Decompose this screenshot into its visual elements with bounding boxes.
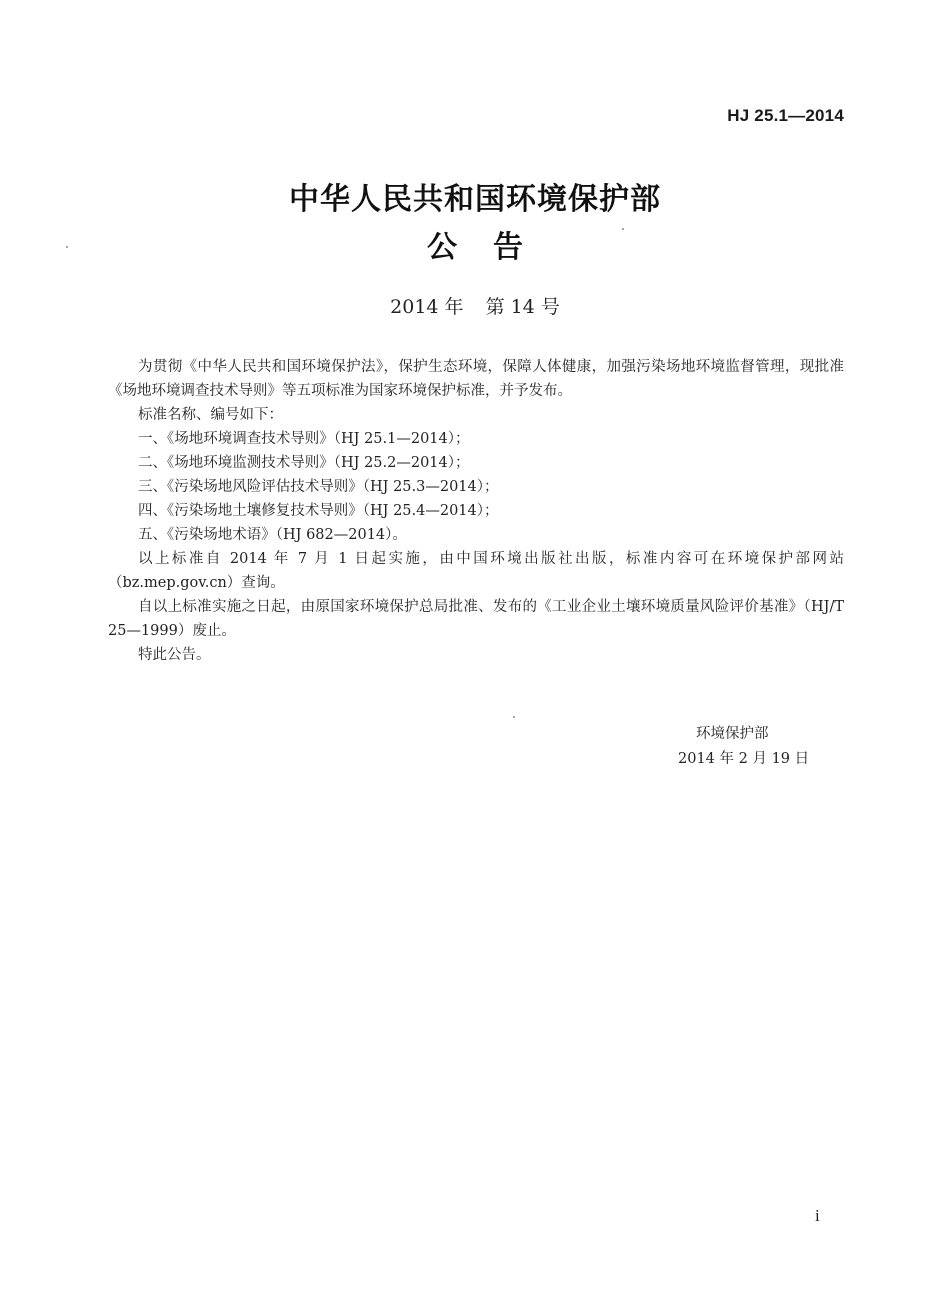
standard-code: HJ 25.1—2014	[727, 106, 844, 125]
list-item: 四、《污染场地土壤修复技术导则》（HJ 25.4—2014）；	[138, 503, 499, 519]
issue-year: 2014 年	[390, 296, 464, 318]
signature-block	[678, 722, 809, 772]
signature-organization: 环境保护部	[696, 726, 769, 742]
list-item: 三、《污染场地风险评估技术导则》（HJ 25.3—2014）；	[138, 479, 499, 495]
scan-speck	[622, 228, 624, 230]
implementation-paragraph: 以上标准自 2014 年 7 月 1 日起实施，由中国环境出版社出版，标准内容可在环境保护部网站（bz.mep.gov.cn）查询。	[108, 551, 844, 591]
standards-list	[108, 427, 844, 547]
list-item: 五、《污染场地术语》（HJ 682—2014）。	[138, 527, 407, 543]
ministry-title: 中华人民共和国环境保护部	[289, 182, 661, 217]
scan-speck	[66, 246, 68, 248]
list-item: 二、《场地环境监测技术导则》（HJ 25.2—2014）；	[138, 455, 470, 471]
signature-date: 2014 年 2 月 19 日	[678, 751, 810, 767]
closing-paragraph: 特此公告。	[138, 647, 211, 663]
issue-number: 第 14 号	[485, 296, 560, 318]
scan-speck	[513, 716, 515, 718]
list-item: 一、《场地环境调查技术导则》（HJ 25.1—2014）；	[138, 431, 470, 447]
announcement-body	[108, 355, 844, 667]
announcement-title: 公告	[427, 230, 559, 265]
repeal-paragraph: 自以上标准实施之日起，由原国家环境保护总局批准、发布的《工业企业土壤环境质量风险评价基准》（HJ/T 25—1999）废止。	[108, 599, 844, 639]
issue-line	[0, 292, 950, 319]
intro-paragraph: 为贯彻《中华人民共和国环境保护法》，保护生态环境，保障人体健康，加强污染场地环境监督管理，现批准《场地环境调查技术导则》等五项标准为国家环境保护标准，并予发布。	[108, 359, 844, 399]
list-heading: 标准名称、编号如下：	[138, 407, 283, 423]
page-number: i	[815, 1206, 820, 1225]
